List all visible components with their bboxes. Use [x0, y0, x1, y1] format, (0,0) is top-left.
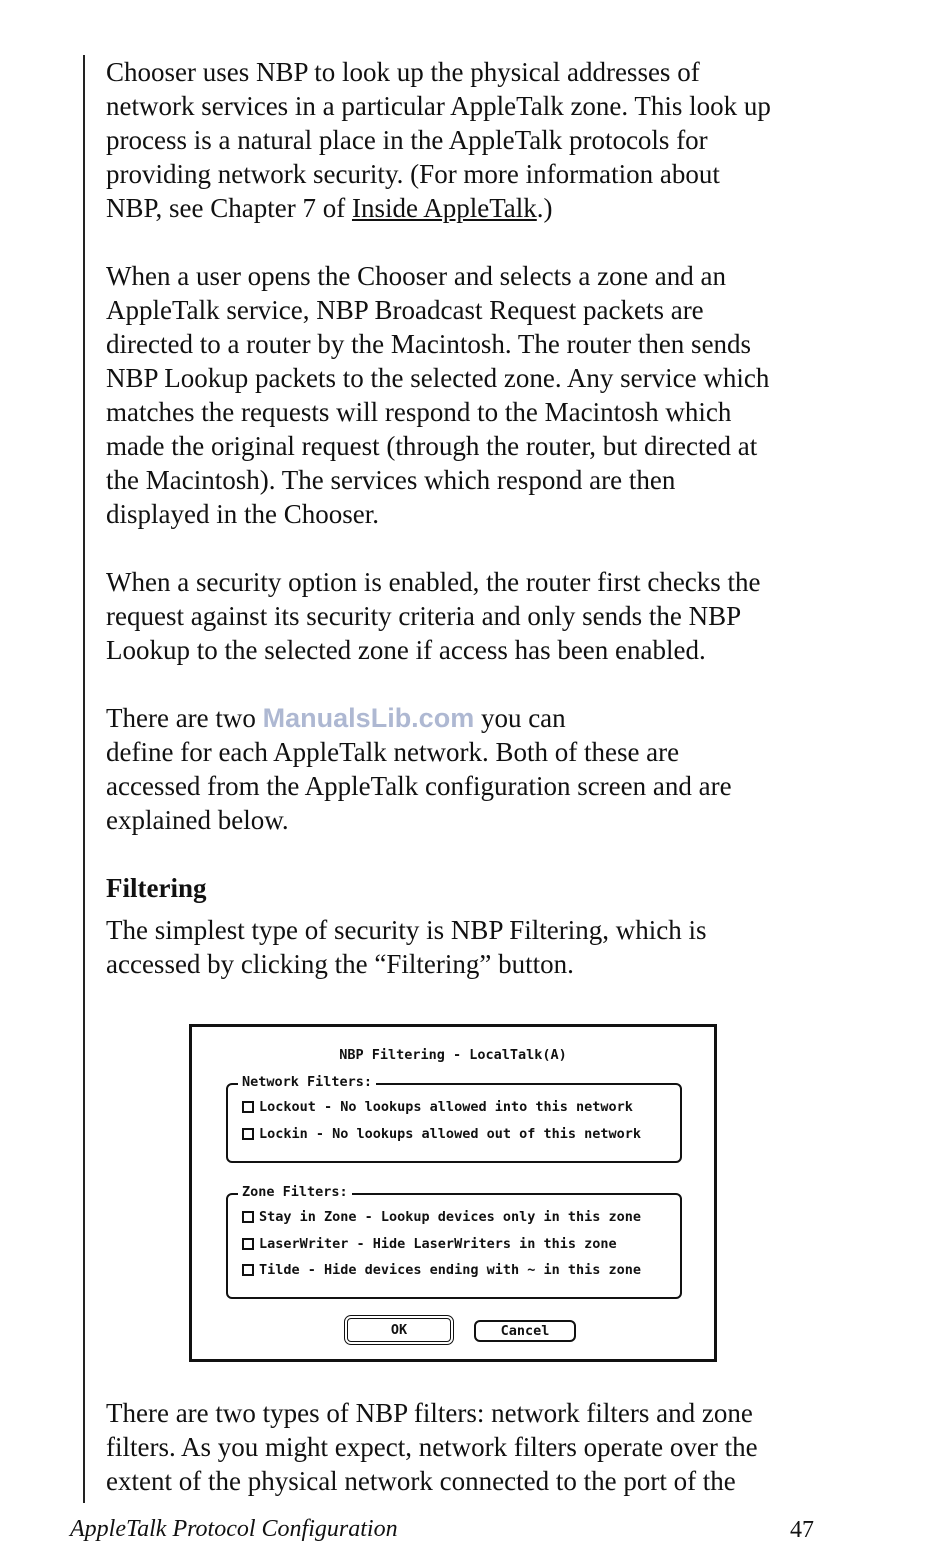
text-line: displayed in the Chooser. [106, 499, 379, 529]
lockout-checkbox[interactable] [242, 1101, 254, 1113]
text-line: define for each AppleTalk network. Both of these are [106, 737, 680, 767]
text-line: explained below. [106, 805, 289, 835]
ok-button[interactable]: OK [344, 1315, 454, 1345]
text-line: Lookup to the selected zone if access has been enabled. [106, 635, 706, 665]
paragraph-2 [106, 259, 836, 531]
dialog-title: NBP Filtering - LocalTalk(A) [339, 1047, 567, 1063]
body-text [106, 55, 836, 981]
zone-filters-group [226, 1184, 682, 1299]
text-line: NBP, see Chapter 7 of [106, 193, 352, 223]
text-line: When a security option is enabled, the router first checks the [106, 567, 761, 597]
running-footer-title: AppleTalk Protocol Configuration [70, 1516, 398, 1542]
text-line: Chooser uses NBP to look up the physical addresses of [106, 57, 700, 87]
paragraph-3 [106, 565, 836, 667]
text-line: NBP Lookup packets to the selected zone. Any service which [106, 363, 770, 393]
text-line: extent of the physical network connected to the port of the [106, 1466, 736, 1496]
watermark: ManualsLib.com [262, 703, 475, 733]
text-line: process is a natural place in the AppleTalk protocols for [106, 125, 708, 155]
text-line: accessed from the AppleTalk configuration screen and are [106, 771, 732, 801]
laserwriter-checkbox[interactable] [242, 1238, 254, 1250]
text-line: When a user opens the Chooser and selects a zone and an [106, 261, 727, 291]
text-line: you can [474, 703, 566, 733]
text-line: the Macintosh). The services which respond are then [106, 465, 676, 495]
network-filters-label: Network Filters: [238, 1074, 376, 1090]
tilde-checkbox[interactable] [242, 1264, 254, 1276]
book-title-link: Inside AppleTalk [351, 193, 537, 223]
laserwriter-option[interactable] [242, 1236, 617, 1252]
text-line: accessed by clicking the “Filtering” button. [106, 949, 574, 979]
text-line: made the original request (through the router, but directed at [106, 431, 758, 461]
stay-in-zone-option[interactable] [242, 1209, 641, 1225]
lockin-checkbox[interactable] [242, 1128, 254, 1140]
text-line: AppleTalk service, NBP Broadcast Request packets are [106, 295, 704, 325]
text-line: network services in a particular AppleTalk zone. This look up [106, 91, 771, 121]
nbp-filtering-dialog [189, 1024, 717, 1362]
lockin-option[interactable] [242, 1126, 641, 1142]
text-line: filters. As you might expect, network filters operate over the [106, 1432, 758, 1462]
zone-filters-label: Zone Filters: [238, 1184, 352, 1200]
text-line: request against its security criteria and only sends the NBP [106, 601, 742, 631]
text-line: providing network security. (For more information about [106, 159, 720, 189]
margin-rule [83, 55, 85, 1503]
text-line: There are two types of NBP filters: network filters and zone [106, 1398, 753, 1428]
stay-in-zone-label: Stay in Zone - Lookup devices only in this zone [259, 1209, 642, 1225]
paragraph-6 [106, 1396, 836, 1498]
cancel-button[interactable]: Cancel [474, 1320, 576, 1342]
paragraph-5 [106, 913, 836, 981]
paragraph-4 [106, 701, 836, 837]
laserwriter-label: LaserWriter - Hide LaserWriters in this zone [259, 1236, 617, 1252]
tilde-label: Tilde - Hide devices ending with ~ in this zone [259, 1262, 642, 1278]
text-line: directed to a router by the Macintosh. The router then sends [106, 329, 752, 359]
text-line: matches the requests will respond to the Macintosh which [106, 397, 732, 427]
body-text-continued [106, 1396, 836, 1498]
page-number: 47 [790, 1517, 814, 1543]
paragraph-1 [106, 55, 836, 225]
lockout-label: Lockout - No lookups allowed into this network [259, 1099, 633, 1115]
text-line: The simplest type of security is NBP Filtering, which is [106, 915, 707, 945]
stay-in-zone-checkbox[interactable] [242, 1211, 254, 1223]
text-line: .) [536, 193, 553, 223]
tilde-option[interactable] [242, 1262, 641, 1278]
text-line: There are two [106, 703, 263, 733]
network-filters-group [226, 1074, 682, 1163]
section-heading: Filtering [106, 873, 207, 903]
lockin-label: Lockin - No lookups allowed out of this network [259, 1126, 642, 1142]
lockout-option[interactable] [242, 1099, 633, 1115]
